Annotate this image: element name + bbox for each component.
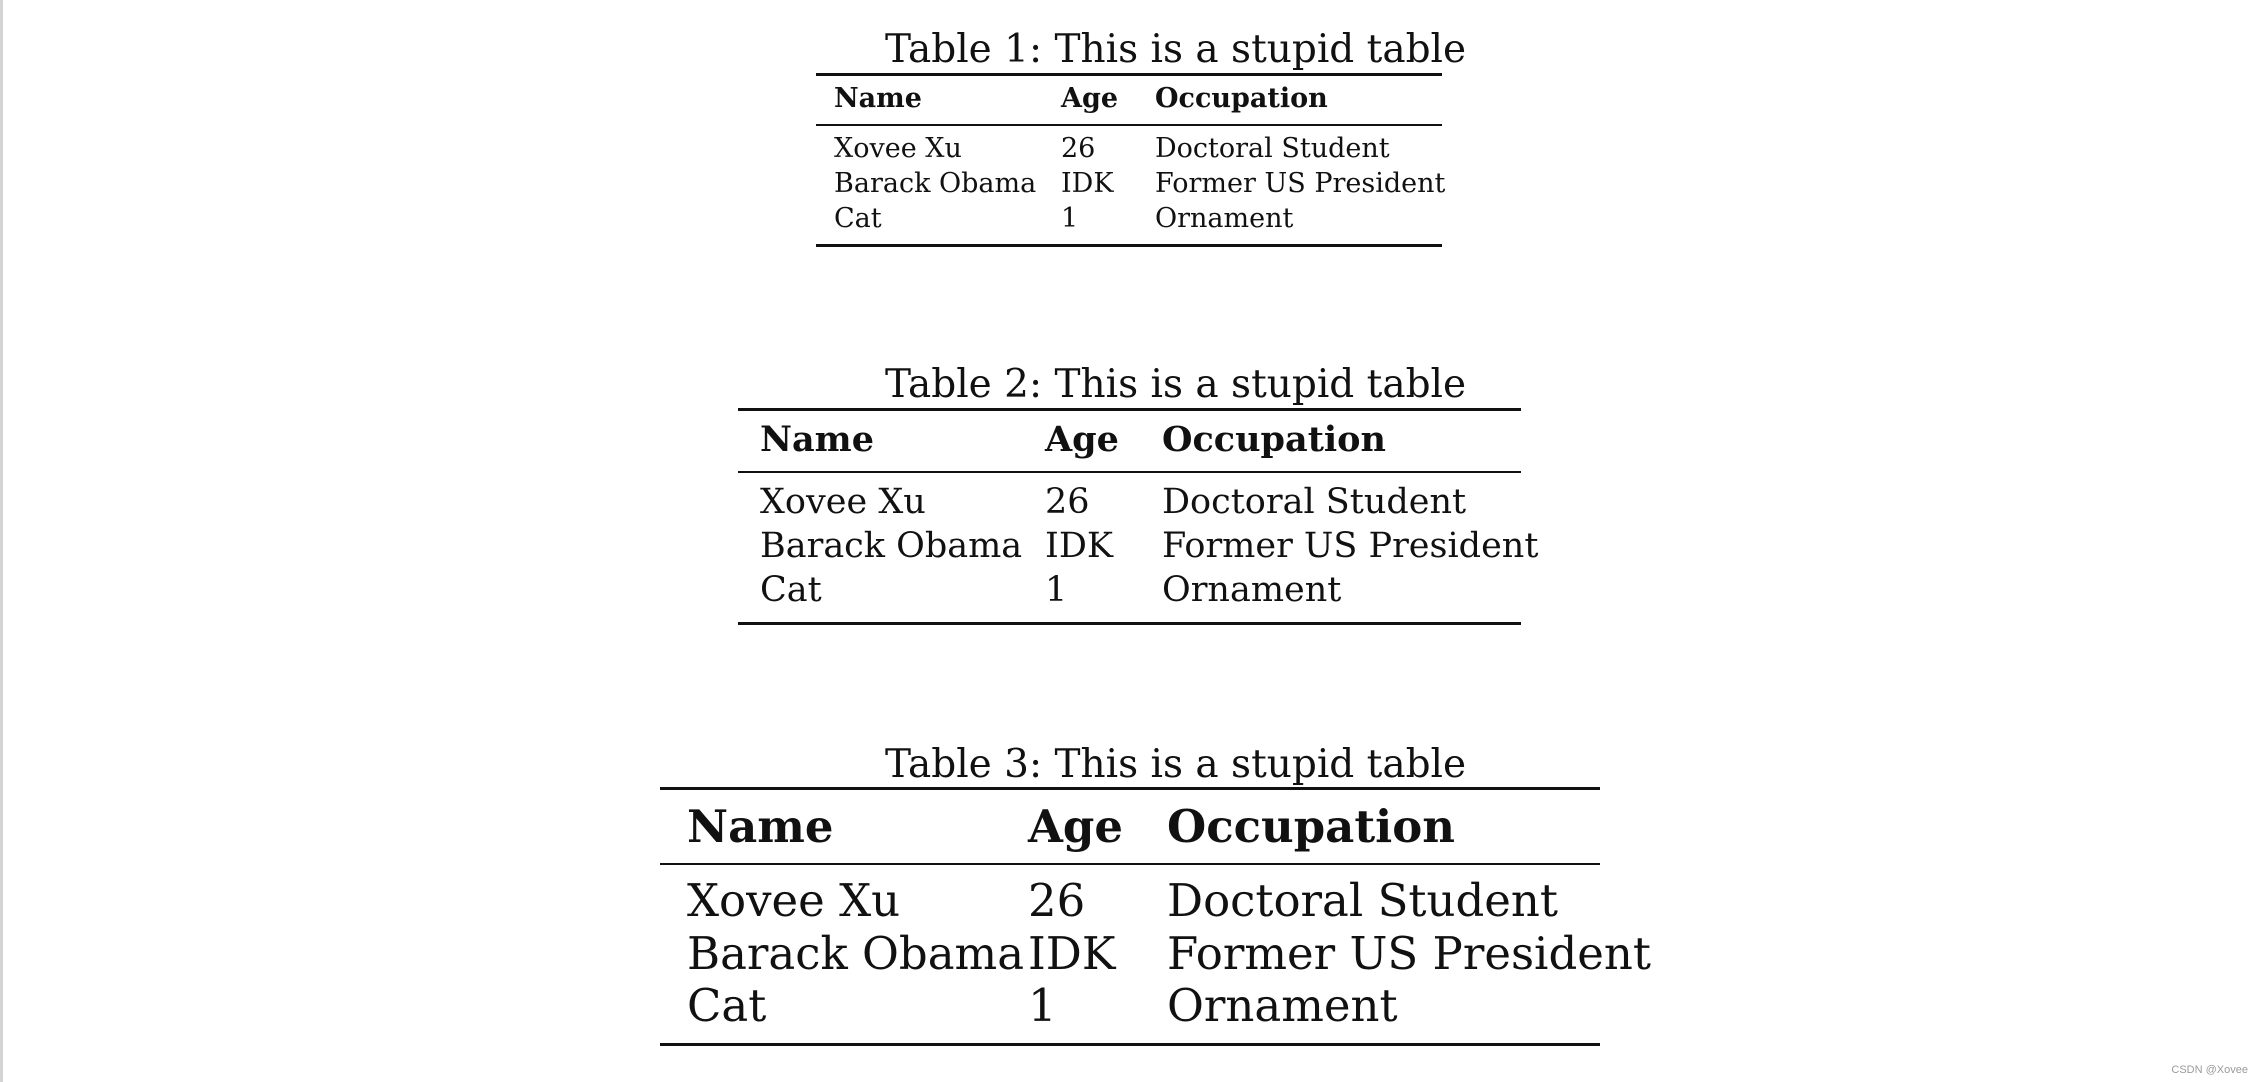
table-caption: Table 2: This is a stupid table: [885, 362, 1467, 407]
header-age: Age: [1045, 419, 1119, 460]
cell-age: IDK: [1028, 927, 1116, 980]
cell-occupation: Ornament: [1167, 979, 1398, 1032]
cell-occupation: Ornament: [1155, 203, 1294, 234]
top-rule: [660, 787, 1600, 790]
cell-occupation: Doctoral Student: [1155, 133, 1390, 164]
header-name: Name: [687, 800, 834, 853]
header-occupation: Occupation: [1162, 419, 1386, 460]
cell-name: Barack Obama: [834, 168, 1037, 199]
cell-age: IDK: [1045, 526, 1114, 566]
cell-age: 26: [1028, 874, 1086, 927]
page-left-border: [0, 0, 3, 1082]
cell-occupation: Ornament: [1162, 570, 1342, 610]
table-caption: Table 1: This is a stupid table: [885, 27, 1467, 72]
cell-name: Xovee Xu: [834, 133, 962, 164]
top-rule: [738, 408, 1521, 411]
cell-name: Cat: [834, 203, 882, 234]
cell-age: 26: [1061, 133, 1096, 164]
cell-occupation: Doctoral Student: [1162, 482, 1467, 522]
cell-age: 1: [1045, 570, 1068, 610]
cell-age: IDK: [1061, 168, 1114, 199]
header-name: Name: [834, 83, 922, 114]
cell-name: Cat: [687, 979, 767, 1032]
header-occupation: Occupation: [1155, 83, 1328, 114]
header-age: Age: [1028, 800, 1124, 853]
cell-occupation: Doctoral Student: [1167, 874, 1558, 927]
bottom-rule: [816, 244, 1442, 247]
cell-name: Xovee Xu: [760, 482, 926, 522]
cell-occupation: Former US President: [1162, 526, 1539, 566]
cell-occupation: Former US President: [1167, 927, 1651, 980]
cell-occupation: Former US President: [1155, 168, 1446, 199]
bottom-rule: [660, 1043, 1600, 1046]
cell-age: 26: [1045, 482, 1090, 522]
cell-name: Cat: [760, 570, 822, 610]
mid-rule: [816, 124, 1442, 126]
cell-name: Barack Obama: [760, 526, 1023, 566]
top-rule: [816, 73, 1442, 76]
watermark: CSDN @Xovee: [2171, 1064, 2248, 1076]
header-age: Age: [1061, 83, 1119, 114]
mid-rule: [660, 863, 1600, 865]
cell-name: Barack Obama: [687, 927, 1025, 980]
header-occupation: Occupation: [1167, 800, 1455, 853]
cell-age: 1: [1028, 979, 1057, 1032]
cell-age: 1: [1061, 203, 1079, 234]
header-name: Name: [760, 419, 874, 460]
table-caption: Table 3: This is a stupid table: [885, 742, 1467, 787]
bottom-rule: [738, 622, 1521, 625]
mid-rule: [738, 471, 1521, 473]
cell-name: Xovee Xu: [687, 874, 901, 927]
